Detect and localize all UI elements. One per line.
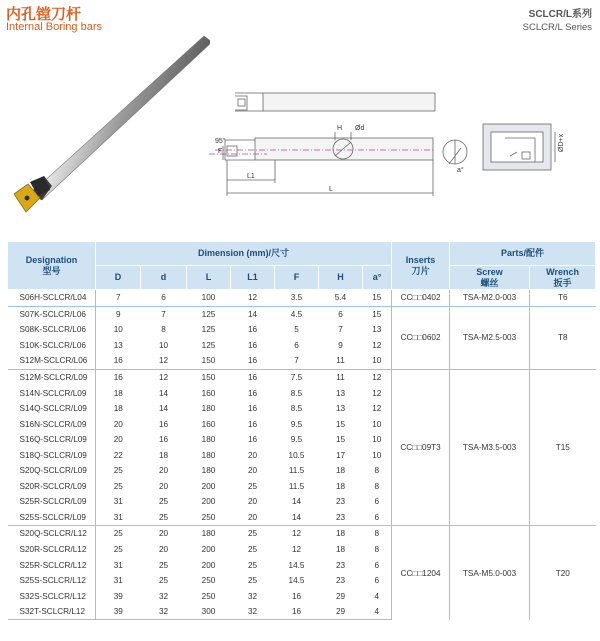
designation-cell: S08K-SCLCR/L06 (19, 325, 86, 335)
designation-cell: S12M-SCLCR/L09 (8, 369, 96, 385)
dimension-cell: 200 (201, 545, 216, 555)
dimension-cell: 31 (96, 557, 141, 573)
dimension-cell: 4 (374, 591, 380, 601)
designation-cell: S07K-SCLCR/L06 (8, 306, 96, 322)
table-row (8, 369, 596, 385)
dimension-cell: 15 (363, 290, 392, 307)
dimension-cell: 10 (372, 356, 382, 366)
designation-cell: S16Q-SCLCR/L09 (19, 435, 87, 445)
designation-cell: S18Q-SCLCR/L09 (19, 450, 87, 460)
dimension-cell: 250 (201, 591, 216, 601)
dimension-cell: 180 (201, 435, 216, 445)
dimension-cell: 18 (335, 481, 346, 491)
designation-cell: S20R-SCLCR/L09 (19, 481, 87, 491)
dimension-cell: 10.5 (288, 450, 305, 460)
dimension-cell: 15 (335, 435, 346, 445)
screw-cell: TSA-M3.5-003 (450, 369, 530, 525)
header-L1: L1 (231, 266, 275, 290)
dimension-cell: 20 (141, 526, 187, 542)
label-f: F (218, 148, 223, 155)
dimension-cell: 14 (231, 306, 275, 322)
dimension-cell: 13 (372, 325, 382, 335)
dimension-cell: 9 (96, 306, 141, 322)
dimension-cell: 200 (201, 560, 216, 570)
dimension-cell: 23 (335, 560, 346, 570)
dimension-cell: 20 (96, 432, 141, 448)
dimension-cell: 18 (158, 450, 169, 460)
label-a: a° (457, 167, 464, 174)
dimension-cell: 12 (372, 388, 382, 398)
label-h: H (337, 125, 343, 132)
dimension-cell: 31 (96, 494, 141, 510)
insert-cell: CC□□09T3 (392, 369, 450, 525)
dimension-cell: 9.5 (290, 419, 303, 429)
dimension-cell: 6 (141, 290, 187, 307)
header-H: H (319, 266, 363, 290)
dimension-cell: 25 (158, 560, 169, 570)
dimension-cell: 160 (201, 419, 216, 429)
page-title-en: Internal Boring bars (6, 21, 102, 33)
dimension-cell: 14.5 (288, 560, 305, 570)
dimension-cell: 12 (158, 356, 169, 366)
dimension-cell: 8 (374, 545, 380, 555)
dimension-cell: 12 (291, 545, 302, 555)
dimension-cell: 150 (201, 356, 216, 366)
dimension-cell: 150 (187, 369, 231, 385)
dimension-cell: 20 (247, 450, 258, 460)
dimension-cell: 180 (187, 526, 231, 542)
designation-cell: S12M-SCLCR/L06 (19, 356, 88, 366)
dimension-cell: 180 (201, 404, 216, 414)
dimension-cell: 25 (247, 576, 258, 586)
dimension-cell: 12 (372, 340, 382, 350)
dimension-cell: 23 (335, 512, 346, 522)
screw-cell: TSA-M2.5-003 (450, 306, 530, 369)
dimension-cell: 5 (294, 325, 299, 335)
dimension-cell: 20 (158, 545, 169, 555)
header-parts: Parts/配件 (450, 242, 596, 266)
dimension-cell: 29 (335, 591, 346, 601)
dimension-cell: 25 (96, 463, 141, 479)
dimension-cell: 6 (374, 560, 380, 570)
table-row (8, 290, 596, 307)
table-row (8, 306, 596, 322)
dimension-cell: 25 (158, 497, 169, 507)
label-D: ØD+x (558, 133, 565, 152)
header-a: a° (363, 266, 392, 290)
dimension-cell: 6 (294, 340, 299, 350)
dimension-cell: 6 (374, 497, 380, 507)
dimension-cell: 7 (96, 290, 141, 307)
dimension-cell: 6 (374, 576, 380, 586)
dimension-cell: 200 (201, 481, 216, 491)
dimension-cell: 9 (338, 340, 343, 350)
header-L: L (187, 266, 231, 290)
dimension-cell: 7 (338, 325, 343, 335)
dimension-cell: 14 (291, 512, 302, 522)
dimension-cell: 16 (247, 340, 258, 350)
dimension-cell: 100 (187, 290, 231, 307)
dimension-cell: 13 (96, 338, 141, 354)
dimension-cell: 16 (291, 591, 302, 601)
designation-cell: S25S-SCLCR/L12 (19, 576, 86, 586)
dimension-cell: 25 (96, 526, 141, 542)
dimension-cell: 32 (141, 604, 187, 620)
page-title-cn: 内孔镗刀杆 (6, 6, 82, 23)
dimension-cell: 12 (141, 369, 187, 385)
dimension-cell: 20 (96, 416, 141, 432)
series-label-cn: SCLCR/L系列 (528, 9, 592, 20)
dimension-cell: 25 (247, 481, 258, 491)
designation-cell: S25R-SCLCR/L09 (19, 497, 87, 507)
dimension-cell: 200 (201, 497, 216, 507)
dimension-cell: 15 (363, 306, 392, 322)
dimension-cell: 20 (247, 466, 258, 476)
designation-cell: S20Q-SCLCR/L12 (8, 526, 96, 542)
dimension-cell: 11 (319, 369, 363, 385)
insert-cell: CC□□0602 (392, 306, 450, 369)
dimension-cell: 4.5 (275, 306, 319, 322)
designation-cell: S14N-SCLCR/L09 (19, 388, 87, 398)
dimension-cell: 3.5 (275, 290, 319, 307)
dimension-cell: 8 (374, 466, 380, 476)
header-dimension: Dimension (mm)/尺寸 (96, 242, 392, 266)
dimension-cell: 5.4 (319, 290, 363, 307)
dimension-cell: 25 (247, 545, 258, 555)
header-inserts: Inserts 刀片 (392, 242, 450, 290)
screw-cell: TSA-M5.0-003 (450, 526, 530, 620)
dimension-cell: 7 (141, 306, 187, 322)
dimension-cell: 32 (247, 591, 258, 601)
dimension-cell: 12 (372, 404, 382, 414)
dimension-cell: 14 (158, 404, 169, 414)
series-label-en: SCLCR/L Series (522, 22, 592, 33)
dimension-cell: 25 (247, 560, 258, 570)
dimension-cell: 8 (374, 481, 380, 491)
header-designation: Designation 型号 (8, 242, 96, 290)
header-D: D (96, 266, 141, 290)
dimension-cell: 6 (374, 512, 380, 522)
dimension-cell: 31 (96, 510, 141, 526)
dimension-cell: 39 (96, 588, 141, 604)
dimension-cell: 17 (335, 450, 346, 460)
dimension-cell: 16 (247, 404, 258, 414)
dimension-cell: 125 (187, 306, 231, 322)
dimension-cell: 10 (158, 340, 169, 350)
designation-cell: S20Q-SCLCR/L09 (19, 466, 87, 476)
designation-cell: S25R-SCLCR/L12 (19, 560, 87, 570)
dimension-cell: 25 (96, 479, 141, 495)
dimension-cell: 8.5 (290, 404, 303, 414)
insert-cell: CC□□1204 (392, 526, 450, 620)
dimension-cell: 25 (158, 576, 169, 586)
wrench-cell: T20 (530, 526, 596, 620)
dimension-cell: 20 (158, 481, 169, 491)
label-95: 95° (215, 138, 226, 145)
dimension-cell: 11.5 (288, 466, 305, 476)
dimension-cell: 9.5 (290, 435, 303, 445)
dimension-cell: 32 (231, 604, 275, 620)
dimension-cell: 18 (96, 385, 141, 401)
dimension-cell: 22 (96, 447, 141, 463)
dimension-cell: 7 (294, 356, 299, 366)
dimension-cell: 250 (201, 576, 216, 586)
dimension-cell: 14.5 (288, 576, 305, 586)
insert-cell: CC□□0402 (392, 290, 450, 307)
dimension-cell: 23 (335, 497, 346, 507)
technical-drawings (205, 80, 590, 205)
header-screw: Screw 螺丝 (450, 266, 530, 290)
dimension-cell: 13 (335, 388, 346, 398)
dimension-cell: 25 (231, 526, 275, 542)
dimension-cell: 13 (335, 404, 346, 414)
dimension-cell: 23 (335, 576, 346, 586)
dimension-cell: 18 (335, 545, 346, 555)
dimension-cell: 16 (231, 369, 275, 385)
dimension-cell: 25 (96, 542, 141, 558)
designation-cell: S20R-SCLCR/L12 (19, 545, 87, 555)
designation-cell: S06H-SCLCR/L04 (8, 290, 96, 307)
screw-cell: TSA-M2.0-003 (450, 290, 530, 307)
dimension-cell: 16 (247, 325, 258, 335)
designation-cell: S14Q-SCLCR/L09 (19, 404, 87, 414)
dimension-cell: 8.5 (290, 388, 303, 398)
designation-cell: S16N-SCLCR/L09 (19, 419, 87, 429)
header-F: F (275, 266, 319, 290)
dimension-cell: 16 (96, 353, 141, 369)
wrench-cell: T15 (530, 369, 596, 525)
dimension-cell: 18 (335, 466, 346, 476)
dimension-cell: 16 (247, 356, 258, 366)
dimension-cell: 25 (158, 512, 169, 522)
dimension-cell: 18 (319, 526, 363, 542)
dimension-cell: 300 (187, 604, 231, 620)
dimension-cell: 12 (231, 290, 275, 307)
dimension-cell: 16 (247, 435, 258, 445)
dimension-cell: 31 (96, 573, 141, 589)
dimension-cell: 11 (336, 356, 345, 366)
label-l1: L1 (247, 173, 255, 180)
label-d: Ød (355, 125, 365, 132)
dimension-cell: 10 (372, 450, 382, 460)
wrench-cell: T8 (530, 306, 596, 369)
dimension-cell: 160 (201, 388, 216, 398)
designation-cell: S25S-SCLCR/L09 (19, 512, 86, 522)
wrench-cell: T6 (530, 290, 596, 307)
dimension-cell: 29 (319, 604, 363, 620)
dimension-cell: 16 (247, 419, 258, 429)
designation-cell: S32S-SCLCR/L12 (19, 591, 86, 601)
dimension-cell: 18 (96, 401, 141, 417)
dimension-cell: 12 (363, 369, 392, 385)
dimension-cell: 6 (319, 306, 363, 322)
boring-bar-photo (0, 0, 210, 230)
dimension-cell: 180 (201, 450, 216, 460)
dimension-cell: 250 (201, 512, 216, 522)
dimension-cell: 8 (363, 526, 392, 542)
dimension-cell: 20 (247, 497, 258, 507)
dimension-cell: 32 (158, 591, 169, 601)
dimension-cell: 125 (201, 340, 216, 350)
dimension-cell: 15 (335, 419, 346, 429)
designation-cell: S10K-SCLCR/L06 (19, 340, 86, 350)
designation-cell: S32T-SCLCR/L12 (8, 604, 96, 620)
dimension-cell: 8 (161, 325, 166, 335)
dimension-cell: 125 (201, 325, 216, 335)
dimension-cell: 16 (247, 388, 258, 398)
dimension-cell: 4 (363, 604, 392, 620)
dimension-cell: 10 (372, 435, 382, 445)
dimension-cell: 20 (158, 466, 169, 476)
label-l: L (329, 186, 333, 193)
dimension-cell: 180 (201, 466, 216, 476)
dimension-cell: 16 (158, 419, 169, 429)
dimension-cell: 10 (96, 322, 141, 338)
dimension-cell: 14 (158, 388, 169, 398)
spec-table (7, 241, 596, 620)
dimension-cell: 14 (291, 497, 302, 507)
header-d: d (141, 266, 187, 290)
dimension-cell: 12 (275, 526, 319, 542)
dimension-cell: 7.5 (275, 369, 319, 385)
dimension-cell: 16 (158, 435, 169, 445)
dimension-cell: 11.5 (288, 481, 305, 491)
dimension-cell: 10 (372, 419, 382, 429)
dimension-cell: 20 (247, 512, 258, 522)
header-wrench: Wrench 扳手 (530, 266, 596, 290)
dimension-cell: 16 (96, 369, 141, 385)
table-row (8, 526, 596, 542)
dimension-cell: 39 (96, 604, 141, 620)
dimension-cell: 16 (275, 604, 319, 620)
